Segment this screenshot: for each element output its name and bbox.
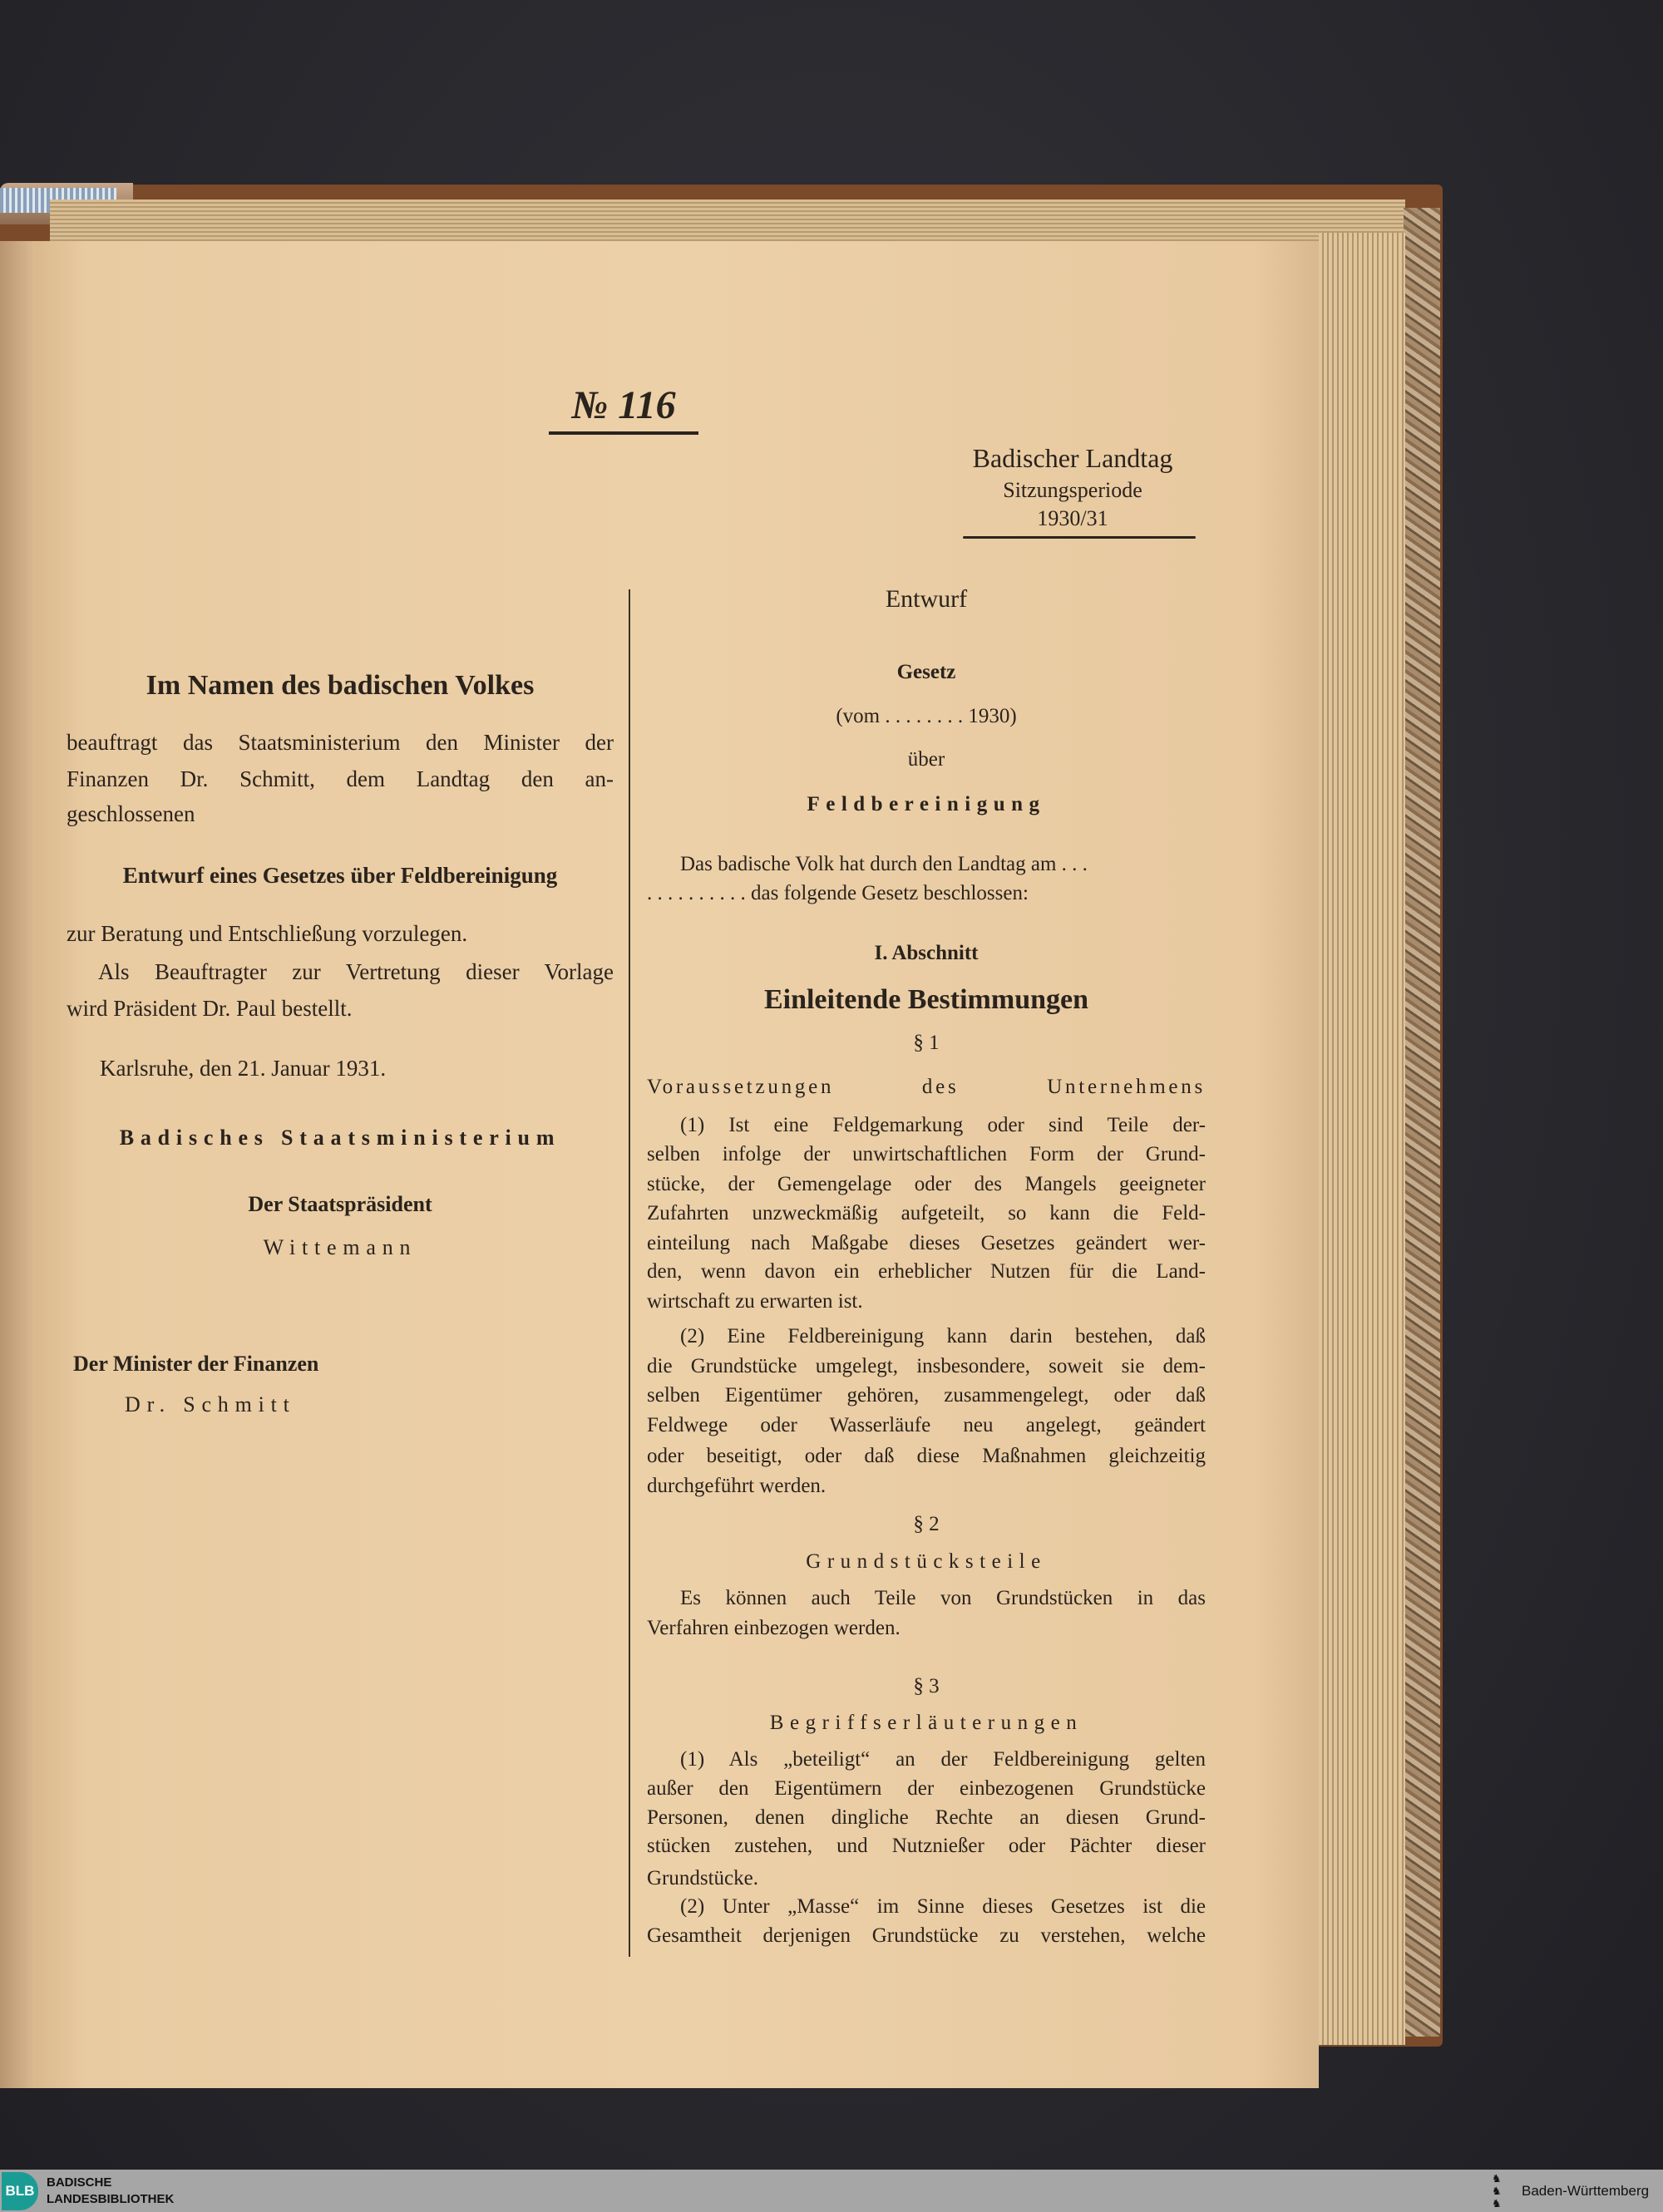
date-placeholder: (vom . . . . . . . . 1930)	[836, 705, 1017, 727]
text-line: die Grundstücke umgelegt, insbesondere, soweit sie dem-	[647, 1355, 1206, 1377]
session-label: Sitzungsperiode	[1003, 478, 1142, 502]
text-line: außer den Eigentümern der einbezogenen Grundstücke	[647, 1777, 1206, 1800]
text-line: den, wenn davon ein erheblicher Nutzen für die Land-	[647, 1260, 1206, 1283]
paragraph-2-title: Grundstücksteile	[806, 1550, 1047, 1573]
document-number: № 116	[549, 384, 698, 435]
text-line: Zufahrten unzweckmäßig aufgeteilt, so kann die Feld-	[647, 1202, 1206, 1224]
body-line: zur Beratung und Entschließung vorzulegen.	[67, 921, 468, 946]
column-divider	[629, 589, 630, 1957]
ministry: Badisches Staatsministerium	[119, 1126, 561, 1150]
header-rule	[963, 536, 1196, 539]
paragraph-1-title: Voraussetzungen des Unternehmens	[647, 1076, 1206, 1098]
section-title: Einleitende Bestimmungen	[763, 984, 1089, 1015]
text-line: durchgeführt werden.	[647, 1475, 827, 1497]
footer-bar	[0, 2170, 1663, 2212]
text-line: einteilung nach Maßgabe dieses Gesetzes geändert wer-	[647, 1232, 1206, 1254]
text-line: (2) Unter „Masse“ im Sinne dieses Gesetzes ist die	[680, 1895, 1206, 1918]
preamble-line: Das badische Volk hat durch den Landtag am . . .	[680, 853, 1088, 875]
bill-title: Entwurf eines Gesetzes über Feldbereinigung	[122, 863, 558, 888]
left-heading: Im Namen des badischen Volkes	[146, 670, 535, 701]
text-line: wirtschaft zu erwarten ist.	[647, 1290, 863, 1313]
minister-name: Dr. Schmitt	[125, 1392, 296, 1416]
session-years: 1930/31	[1037, 506, 1108, 530]
president-title: Der Staatspräsident	[248, 1192, 432, 1216]
text-line: stücke, der Gemengelage oder des Mangels geeigneter	[647, 1173, 1206, 1195]
intro-line: Finanzen Dr. Schmitt, dem Landtag den an-	[67, 766, 614, 791]
library-name-line: BADISCHE	[47, 2175, 112, 2190]
text-line: Gesamtheit derjenigen Grundstücke zu verstehen, welche	[647, 1924, 1206, 1947]
text-line: Personen, denen dingliche Rechte an diesen Grund-	[647, 1806, 1206, 1829]
text-line: (1) Ist eine Feldgemarkung oder sind Teile der-	[680, 1114, 1206, 1136]
text-line: selben infolge der unwirtschaftlichen Form der Grund-	[647, 1143, 1206, 1165]
library-name[interactable]	[47, 2175, 174, 2208]
text-line: Es können auch Teile von Grundstücken in das	[680, 1587, 1206, 1609]
marbled-edge	[1404, 208, 1440, 2037]
intro-line: beauftragt das Staatsministerium den Minister der	[67, 730, 614, 755]
body-line: Als Beauftragter zur Vertretung dieser Vorlage	[98, 959, 614, 984]
intro-line: geschlossenen	[67, 801, 195, 826]
text-line: (1) Als „beteiligt“ an der Feldbereinigung gelten	[680, 1748, 1206, 1771]
page-edges-right	[1319, 233, 1405, 2045]
preamble-line: . . . . . . . . . . das folgende Gesetz beschlossen:	[647, 882, 1029, 904]
landtag-title: Badischer Landtag	[972, 443, 1173, 473]
paragraph-1-label: § 1	[913, 1032, 940, 1054]
about-label: über	[907, 748, 945, 771]
blb-logo[interactable]: BLB	[2, 2172, 38, 2210]
place-date: Karlsruhe, den 21. Januar 1931.	[100, 1056, 387, 1081]
paragraph-3-label: § 3	[913, 1675, 940, 1697]
previous-page-edge	[0, 241, 37, 2088]
text-line: oder beseitigt, oder daß diese Maßnahmen gleichzeitig	[647, 1445, 1206, 1467]
library-name-line: LANDESBIBLIOTHEK	[47, 2192, 175, 2206]
text-line: selben Eigentümer gehören, zusammengelegt, oder daß	[647, 1384, 1206, 1407]
paragraph-2-label: § 2	[913, 1513, 940, 1535]
state-logo-text[interactable]: Baden-Württemberg	[1522, 2183, 1650, 2199]
coat-of-arms-lions-icon: ♞ ♞ ♞	[1492, 2172, 1502, 2210]
president-name: Wittemann	[263, 1235, 417, 1259]
minister-title: Der Minister der Finanzen	[73, 1352, 319, 1376]
draft-label: Entwurf	[885, 585, 968, 613]
text-line: stücken zustehen, und Nutznießer oder Pächter dieser	[647, 1835, 1206, 1857]
paragraph-3-title: Begriffserläuterungen	[769, 1712, 1083, 1734]
text-line: Feldwege oder Wasserläufe neu angelegt, geändert	[647, 1414, 1206, 1436]
section-label: I. Abschnitt	[874, 942, 979, 964]
law-subject: Feldbereinigung	[807, 793, 1046, 815]
law-label: Gesetz	[896, 661, 956, 683]
body-line: wird Präsident Dr. Paul bestellt.	[67, 996, 353, 1021]
text-line: Verfahren einbezogen werden.	[647, 1617, 901, 1639]
text-line: (2) Eine Feldbereinigung kann darin bestehen, daß	[680, 1325, 1206, 1347]
text-line: Grundstücke.	[647, 1867, 758, 1889]
